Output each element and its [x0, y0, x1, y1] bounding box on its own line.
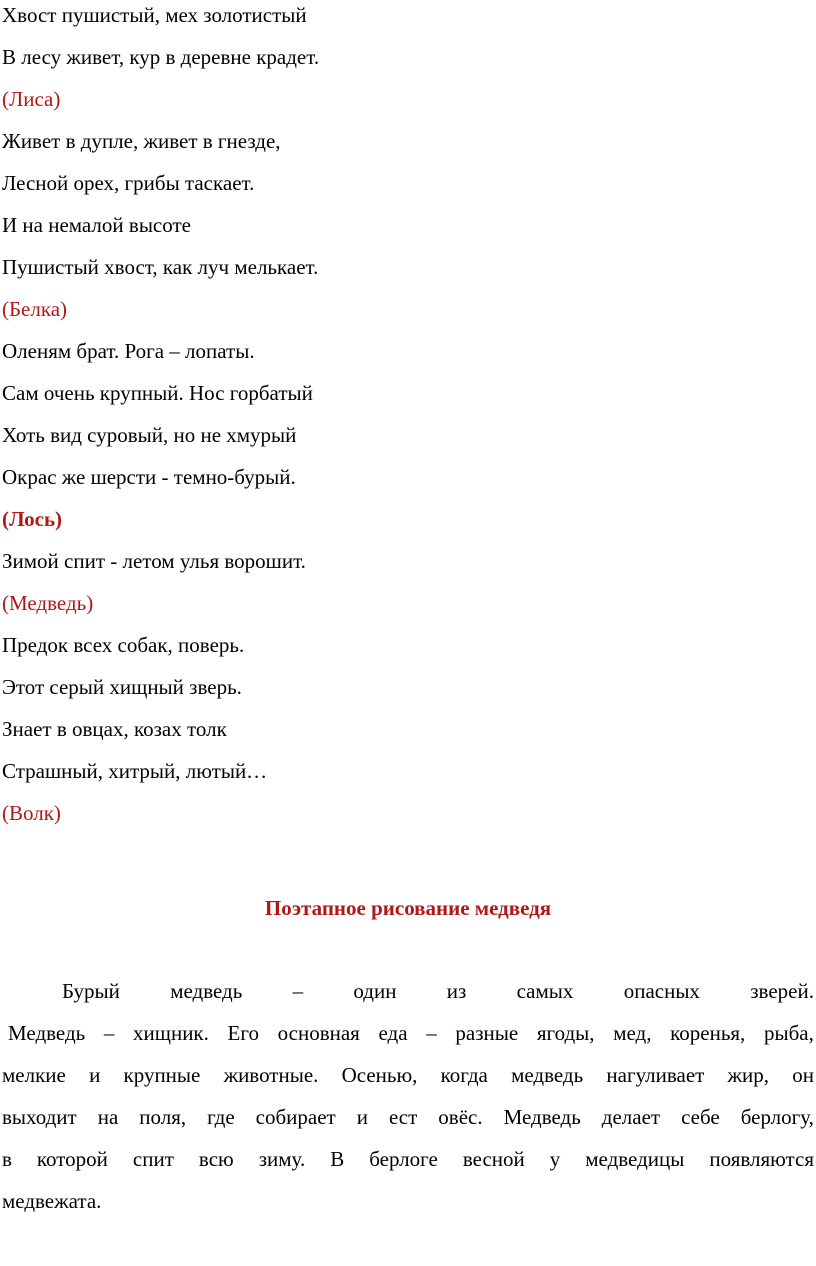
paragraph-word: спит — [132, 1147, 174, 1171]
paragraph-word: из — [446, 979, 467, 1003]
riddle-line: Хвост пушистый, мех золотистый — [2, 3, 307, 27]
paragraph-word: Медведь — [8, 1021, 86, 1045]
riddle-line: Хоть вид суровый, но не хмурый — [2, 423, 297, 447]
paragraph-word: себе — [681, 1105, 720, 1129]
riddle-line: Окрас же шерсти - темно-бурый. — [2, 465, 296, 489]
paragraph-word: В — [330, 1147, 345, 1171]
paragraph-word: основная — [277, 1021, 360, 1045]
paragraph-word: мелкие — [2, 1063, 66, 1087]
paragraph-word: Бурый — [62, 979, 120, 1003]
riddle-line: Знает в овцах, козах толк — [2, 717, 227, 741]
paragraph-word: на — [97, 1105, 119, 1129]
riddle-line: Страшный, хитрый, лютый… — [2, 759, 268, 783]
paragraph-word: рыба, — [763, 1021, 814, 1045]
paragraph-word: медведь — [170, 979, 243, 1003]
paragraph-line — [2, 1104, 814, 1130]
paragraph-word: Медведь — [503, 1105, 581, 1129]
paragraph-word: хищник. — [133, 1021, 209, 1045]
paragraph-word: он — [792, 1063, 814, 1087]
paragraph-line — [2, 978, 814, 1004]
riddle-line: Живет в дупле, живет в гнезде, — [2, 129, 281, 153]
riddle-answer: (Медведь) — [2, 591, 94, 615]
paragraph-word: – — [103, 1021, 115, 1045]
paragraph-word: самых — [516, 979, 574, 1003]
paragraph-line — [2, 1146, 814, 1172]
paragraph-word: мед, — [613, 1021, 652, 1045]
riddle-answer: (Волк) — [2, 801, 61, 825]
paragraph-word: поля, — [139, 1105, 187, 1129]
paragraph-word: берлогу, — [740, 1105, 814, 1129]
paragraph-word: у — [549, 1147, 561, 1171]
paragraph-word: крупные — [123, 1063, 201, 1087]
paragraph-word: появляются — [709, 1147, 814, 1171]
paragraph-word: опасных — [623, 979, 700, 1003]
paragraph-word: ест — [388, 1105, 418, 1129]
riddle-line: Зимой спит - летом улья ворошит. — [2, 549, 306, 573]
riddle-line: Оленям брат. Рога – лопаты. — [2, 339, 255, 363]
paragraph-word: весной — [462, 1147, 525, 1171]
paragraph-line — [2, 1020, 814, 1046]
paragraph-word: когда — [440, 1063, 488, 1087]
riddle-answer: (Лось) — [2, 507, 63, 531]
paragraph-word: и — [89, 1063, 101, 1087]
riddle-line: Лесной орех, грибы таскает. — [2, 171, 255, 195]
riddle-line: Этот серый хищный зверь. — [2, 675, 242, 699]
riddle-answer: (Лиса) — [2, 87, 61, 111]
riddle-answer: (Белка) — [2, 297, 68, 321]
paragraph-word: животные. — [223, 1063, 319, 1087]
riddle-line: И на немалой высоте — [2, 213, 191, 237]
paragraph-word: овёс. — [438, 1105, 483, 1129]
riddle-line: Предок всех собак, поверь. — [2, 633, 245, 657]
paragraph-word: всю — [198, 1147, 234, 1171]
paragraph-word: выходит — [2, 1105, 77, 1129]
paragraph-word: жир, — [727, 1063, 770, 1087]
paragraph-word: Осенью, — [341, 1063, 418, 1087]
riddle-line: Сам очень крупный. Нос горбатый — [2, 381, 313, 405]
paragraph-word: Его — [227, 1021, 259, 1045]
paragraph-word: медведь — [511, 1063, 584, 1087]
paragraph-word: которой — [36, 1147, 108, 1171]
paragraph-word: где — [207, 1105, 235, 1129]
paragraph-line: медвежата. — [2, 1189, 102, 1213]
paragraph-word: – — [292, 979, 304, 1003]
paragraph-word: ягоды, — [536, 1021, 595, 1045]
paragraph-word: нагуливает — [606, 1063, 705, 1087]
paragraph-word: в — [2, 1147, 12, 1171]
paragraph-word: берлоге — [369, 1147, 438, 1171]
section-title: Поэтапное рисование медведя — [264, 896, 552, 920]
riddle-line: В лесу живет, кур в деревне крадет. — [2, 45, 320, 69]
paragraph-word: делает — [601, 1105, 661, 1129]
paragraph-word: один — [353, 979, 397, 1003]
paragraph-word: еда — [378, 1021, 408, 1045]
paragraph-word: – — [426, 1021, 437, 1045]
paragraph-line — [2, 1062, 814, 1088]
paragraph-word: медведицы — [585, 1147, 685, 1171]
paragraph-word: разные — [455, 1021, 519, 1045]
paragraph-word: и — [356, 1105, 368, 1129]
riddle-line: Пушистый хвост, как луч мелькает. — [2, 255, 319, 279]
paragraph-word: зиму. — [258, 1147, 306, 1171]
paragraph-word: зверей. — [750, 979, 814, 1003]
paragraph-word: коренья, — [670, 1021, 746, 1045]
paragraph-word: собирает — [255, 1105, 336, 1129]
